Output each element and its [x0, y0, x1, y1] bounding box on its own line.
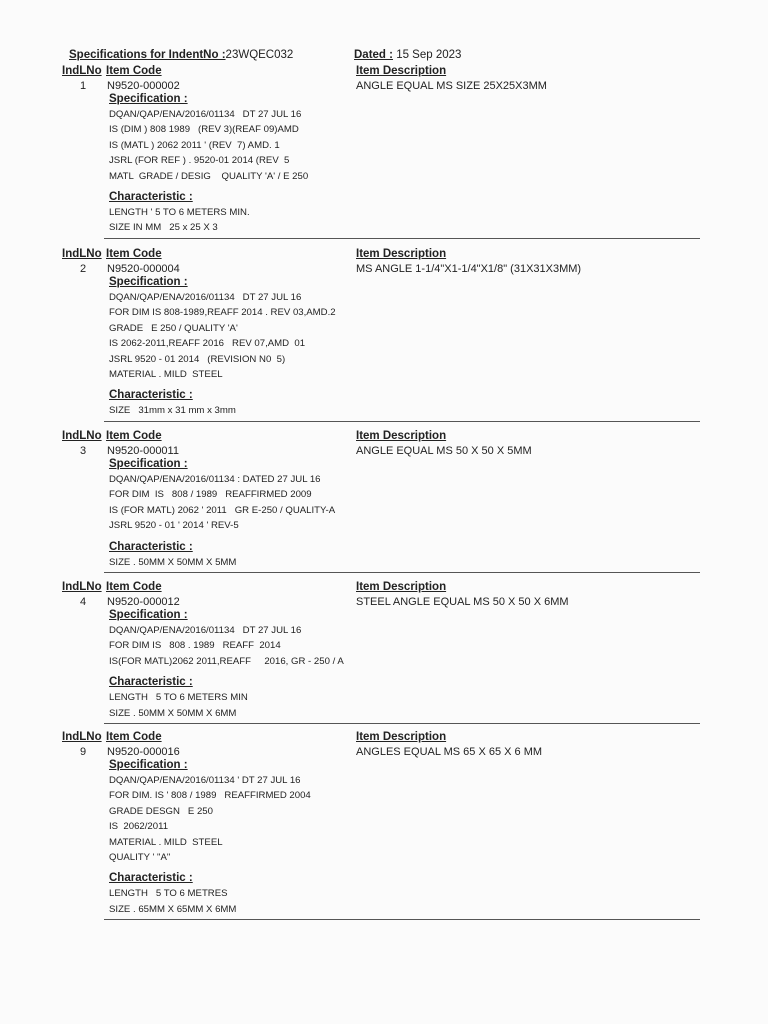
- item-code-label: Item Code: [106, 581, 162, 593]
- specification-line: QUALITY ' "A": [109, 852, 171, 864]
- specification-line: DQAN/QAP/ENA/2016/01134 DT 27 JUL 16: [109, 292, 302, 303]
- characteristic-line: SIZE 31mm x 31 mm x 3mm: [109, 405, 236, 417]
- specification-heading: Specification :: [109, 759, 188, 771]
- specification-heading: Specification :: [109, 276, 188, 288]
- dated-value: 15 Sep 2023: [396, 49, 462, 61]
- characteristic-line: LENGTH 5 TO 6 METERS MIN: [109, 692, 248, 704]
- characteristic-heading: Characteristic :: [109, 191, 193, 204]
- characteristic-line: LENGTH 5 TO 6 METRES: [109, 888, 228, 900]
- ind-l-no-value: 9: [80, 746, 87, 758]
- ind-l-no-label: IndLNo: [62, 581, 102, 593]
- item-code-value: N9520-000016: [107, 746, 180, 758]
- dated-label: Dated :: [354, 49, 393, 61]
- item-description-label: Item Description: [356, 248, 447, 260]
- ind-l-no-label: IndLNo: [62, 731, 102, 743]
- item-divider: [104, 421, 700, 422]
- item-description-value: ANGLE EQUAL MS 50 X 50 X 5MM: [356, 445, 532, 457]
- ind-l-no-value: 4: [80, 596, 87, 608]
- specification-line: DQAN/QAP/ENA/2016/01134 DT 27 JUL 16: [109, 109, 302, 120]
- dated: [354, 47, 461, 63]
- characteristic-heading: Characteristic :: [109, 389, 193, 402]
- characteristic-line: SIZE IN MM 25 x 25 X 3: [109, 222, 218, 234]
- characteristic-heading: Characteristic :: [109, 540, 193, 553]
- characteristic-line: SIZE . 50MM X 50MM X 5MM: [109, 556, 237, 568]
- specification-line: FOR DIM. IS ' 808 / 1989 REAFFIRMED 2004: [109, 790, 311, 802]
- ind-l-no-value: 3: [80, 445, 87, 457]
- item-code-value: N9520-000012: [107, 596, 180, 608]
- item-details: [0, 456, 700, 573]
- specification-line: JSRL (FOR REF ) . 9520-01 2014 (REV 5: [109, 155, 290, 167]
- item-description-value: STEEL ANGLE EQUAL MS 50 X 50 X 6MM: [356, 596, 569, 608]
- item-code-label: Item Code: [106, 430, 162, 442]
- item-details: [0, 607, 700, 724]
- item-code-label: Item Code: [106, 65, 162, 77]
- item-code-value: N9520-000002: [107, 80, 180, 92]
- item-description-value: ANGLES EQUAL MS 65 X 65 X 6 MM: [356, 746, 543, 758]
- item-details: [0, 757, 700, 920]
- ind-l-no-label: IndLNo: [62, 248, 102, 260]
- specification-line: JSRL 9520 - 01 2014 (REVISION N0 5): [109, 353, 286, 365]
- specification-line: FOR DIM IS 808 / 1989 REAFFIRMED 2009: [109, 489, 312, 501]
- specification-line: IS (MATL ) 2062 2011 ' (REV 7) AMD. 1: [109, 139, 280, 151]
- specification-line: MATERIAL . MILD STEEL: [109, 836, 223, 848]
- specification-line: JSRL 9520 - 01 ' 2014 ' REV-5: [109, 520, 239, 532]
- item-details: [0, 91, 700, 239]
- item-description-label: Item Description: [356, 581, 447, 593]
- item-description-label: Item Description: [356, 430, 447, 442]
- indent-number: 23WQEC032: [225, 49, 294, 61]
- item-description-value: ANGLE EQUAL MS SIZE 25X25X3MM: [356, 80, 547, 92]
- item-divider: [104, 572, 700, 573]
- specification-line: IS (FOR MATL) 2062 ' 2011 GR E-250 / QUALITY-A: [109, 504, 336, 516]
- item-details: [0, 274, 700, 422]
- title-label: Specifications for IndentNo :: [69, 49, 226, 61]
- item-description-label: Item Description: [356, 731, 447, 743]
- ind-l-no-label: IndLNo: [62, 65, 102, 77]
- document-title: [69, 47, 293, 63]
- specification-heading: Specification :: [109, 93, 188, 105]
- characteristic-heading: Characteristic :: [109, 676, 193, 689]
- specification-line: GRADE E 250 / QUALITY 'A': [109, 322, 238, 334]
- specification-line: DQAN/QAP/ENA/2016/01134 DT 27 JUL 16: [109, 625, 302, 636]
- specification-line: IS(FOR MATL)2062 2011,REAFF 2016, GR - 250 / A: [109, 655, 344, 667]
- ind-l-no-value: 2: [80, 263, 87, 275]
- ind-l-no-value: 1: [80, 80, 87, 92]
- specification-line: MATERIAL . MILD STEEL: [109, 369, 223, 381]
- characteristic-line: SIZE . 65MM X 65MM X 6MM: [109, 903, 237, 915]
- characteristic-line: LENGTH ' 5 TO 6 METERS MIN.: [109, 207, 250, 219]
- ind-l-no-label: IndLNo: [62, 430, 102, 442]
- specification-line: GRADE DESGN E 250: [109, 805, 213, 817]
- item-divider: [104, 238, 700, 239]
- characteristic-line: SIZE . 50MM X 50MM X 6MM: [109, 707, 237, 719]
- specification-line: IS 2062-2011,REAFF 2016 REV 07,AMD 01: [109, 338, 306, 350]
- specification-line: MATL GRADE / DESIG QUALITY 'A' / E 250: [109, 170, 309, 182]
- specification-line: DQAN/QAP/ENA/2016/01134 ' DT 27 JUL 16: [109, 775, 301, 786]
- specification-line: IS 2062/2011: [109, 821, 169, 833]
- specification-line: FOR DIM IS 808 . 1989 REAFF 2014: [109, 640, 281, 652]
- specification-line: IS (DIM ) 808 1989 (REV 3)(REAF 09)AMD: [109, 124, 299, 136]
- item-description-value: MS ANGLE 1-1/4"X1-1/4"X1/8" (31X31X3MM): [356, 263, 582, 275]
- item-code-value: N9520-000011: [107, 445, 179, 457]
- specification-line: DQAN/QAP/ENA/2016/01134 : DATED 27 JUL 16: [109, 474, 321, 485]
- item-code-label: Item Code: [106, 248, 162, 260]
- item-divider: [104, 919, 700, 920]
- item-description-label: Item Description: [356, 65, 447, 77]
- specification-heading: Specification :: [109, 458, 188, 470]
- item-code-value: N9520-000004: [107, 263, 180, 275]
- item-code-label: Item Code: [106, 731, 162, 743]
- characteristic-heading: Characteristic :: [109, 872, 193, 885]
- item-divider: [104, 723, 700, 724]
- specification-line: FOR DIM IS 808-1989,REAFF 2014 . REV 03,AMD.2: [109, 307, 336, 319]
- specification-heading: Specification :: [109, 609, 188, 621]
